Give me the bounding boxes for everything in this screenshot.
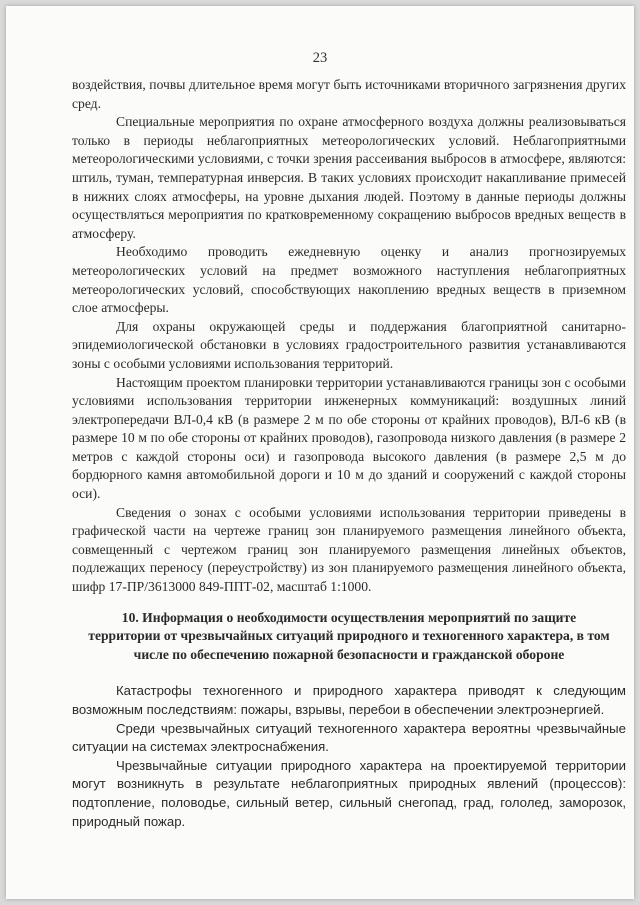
section-heading: 10. Информация о необходимости осуществления мероприятий по защите территории от чрезвычайных ситуаций природного и техногенного характера, в том числе по обеспечению пожарной безопасности и гражданской обороне <box>88 609 610 662</box>
paragraph-continuation: воздействия, почвы длительное время могут быть источниками вторичного загрязнения других сред. <box>72 77 626 111</box>
paragraph-technogenic-emergencies: Среди чрезвычайных ситуаций техногенного характера вероятны чрезвычайные ситуации на системах электроснабжения. <box>72 720 626 755</box>
paragraph-zone-info: Сведения о зонах с особыми условиями использования территории приведены в графической части на чертеже границ зон планируемого размещения линейного объекта, совмещенный с чертежом границ зон планируемого размещения линейных объектов, подлежащих переносу (переустройству) из зон планируемого размещения линейного объекта, шифр 17-ПР/3613000 849-ППТ-02, масштаб 1:1000. <box>72 504 626 595</box>
paragraph-disaster-consequences: Катастрофы техногенного и природного характера приводят к следующим возможным последствиям: пожары, взрывы, перебои в обеспечении электроэнергией. <box>72 683 626 717</box>
document-page <box>6 6 634 899</box>
paragraph-air-measures: Специальные мероприятия по охране атмосферного воздуха должны реализовываться только в периоды неблагоприятных метеорологических условий. Неблагоприятными метеорологическими условиями, с точки зрения рассеивания выбросов в атмосфере, являются: штиль, туман, температурная инверсия. В таких условиях происходит накапливание примесей в нижних слоях атмосферы, на уровне дыхания людей. Поэтому в данные периоды должны осуществляться мероприятия по кратковременному сокращению выбросов вредных веществ в атмосферу. <box>72 114 626 241</box>
page-content <box>72 76 626 831</box>
paragraph-zone-boundaries: Настоящим проектом планировки территории устанавливаются границы зон с особыми условиями использования территории инженерных коммуникаций: воздушных линий электропередачи ВЛ-0,4 кВ (в размере 2 м по обе стороны от крайних проводов), ВЛ-6 кВ (в размере 10 м по обе стороны от крайних проводов), газопровода низкого давления (в размере 2 метров с каждой стороны оси) и газопровода высокого давления (в размере 2,5 м до бордюрного камня автомобильной дороги и 10 м до зданий и сооружений с каждой стороны оси). <box>72 374 626 502</box>
page-number: 23 <box>312 50 328 66</box>
paragraph-weather-assessment: Необходимо проводить ежедневную оценку и анализ прогнозируемых метеорологических условий на предмет возможного наступления неблагоприятных метеорологических условий, способствующих накоплению вредных веществ в приземном слое атмосферы. <box>72 244 626 316</box>
paragraph-natural-emergencies: Чрезвычайные ситуации природного характера на проектируемой территории могут возникнуть в результате неблагоприятных природных явлений (процессов): подтопление, половодье, сильный ветер, сильный снегопад, град, гололед, заморозок, природный пожар. <box>72 757 626 829</box>
paragraph-protection-zones: Для охраны окружающей среды и поддержания благоприятной санитарно-эпидемиологической обстановки в условиях градостроительного развития устанавливаются зоны с особыми условиями использования территорий. <box>72 318 626 371</box>
